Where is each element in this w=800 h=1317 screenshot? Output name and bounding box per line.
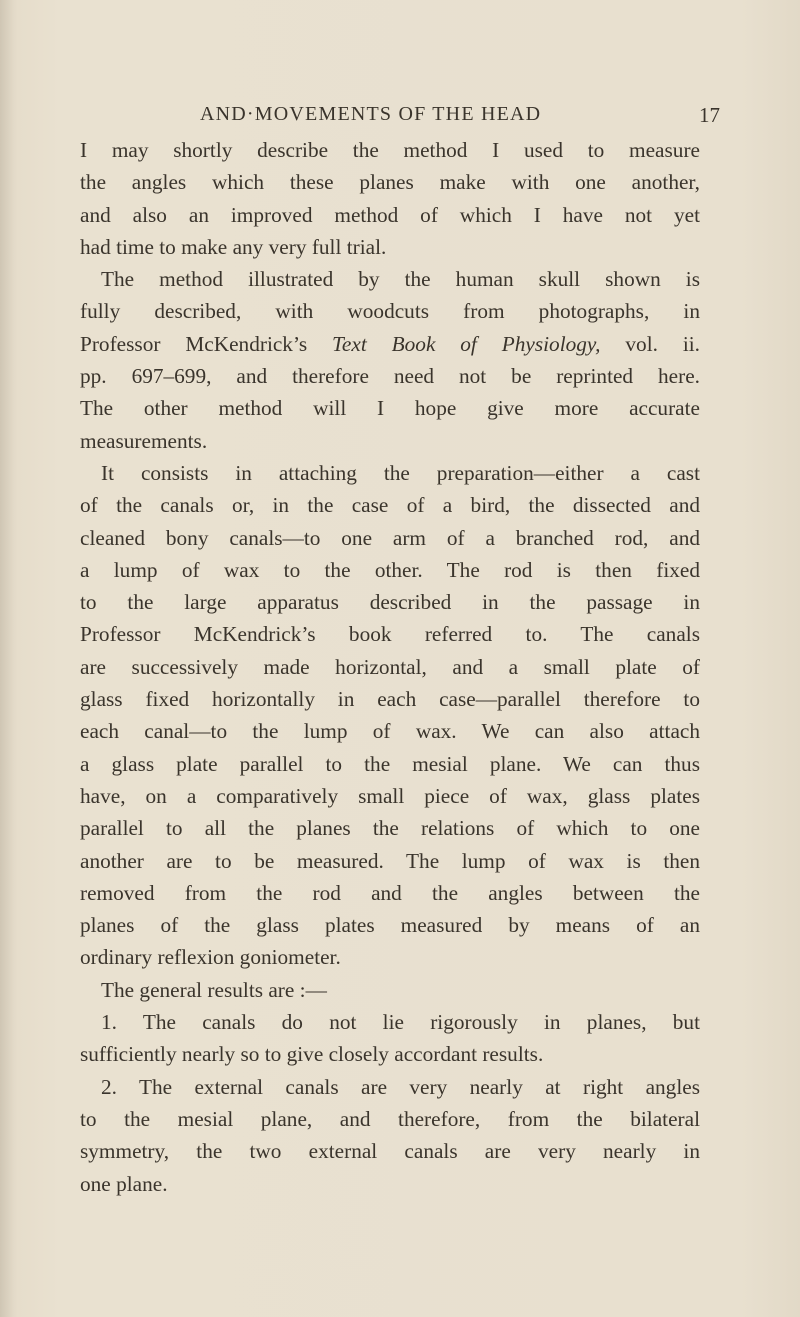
- text-line: I may shortly describe the method I used to measure: [80, 138, 700, 162]
- text-line: a lump of wax to the other. The rod is then fixed: [80, 557, 700, 582]
- text-line: to the large apparatus described in the passage in: [80, 590, 700, 615]
- list-item-2: 2. The external canals are very nearly at right angles: [101, 1074, 700, 1099]
- text-line: had time to make any very full trial.: [80, 234, 387, 259]
- text-line: The method illustrated by the human skull shown is: [101, 267, 700, 292]
- text-line: It consists in attaching the preparation—either a cast: [101, 460, 700, 485]
- text-line: the angles which these planes make with one another,: [80, 170, 700, 195]
- text-line: are successively made horizontal, and a small plate of: [80, 654, 700, 679]
- list-item-1: 1. The canals do not lie rigorously in planes, but: [101, 1010, 700, 1035]
- text-line: another are to be measured. The lump of wax is then: [80, 848, 700, 873]
- text-line: to the mesial plane, and therefore, from the bilateral: [80, 1106, 700, 1131]
- text-line: removed from the rod and the angles between the: [80, 880, 700, 905]
- text-line: one plane.: [80, 1171, 168, 1196]
- page-gutter-shadow: [0, 0, 14, 1317]
- text-line: have, on a comparatively small piece of wax, glass plates: [80, 783, 700, 808]
- text-line: pp. 697–699, and therefore need not be reprinted here.: [80, 364, 700, 389]
- body-text: [80, 134, 700, 1200]
- text-line: planes of the glass plates measured by means of an: [80, 913, 700, 938]
- text-line: symmetry, the two external canals are very nearly in: [80, 1139, 700, 1164]
- text-line: The other method will I hope give more accurate: [80, 396, 700, 421]
- text-line: each canal—to the lump of wax. We can also attach: [80, 719, 700, 744]
- text-line: The general results are :—: [101, 977, 327, 1002]
- text-line: Professor McKendrick’s book referred to. The canals: [80, 622, 700, 647]
- text-line: measurements.: [80, 428, 208, 453]
- text-line: a glass plate parallel to the mesial plane. We can thus: [80, 751, 700, 776]
- text-line: parallel to all the planes the relations of which to one: [80, 816, 700, 841]
- text-fragment: vol. ii.: [600, 331, 700, 356]
- text-line-with-title: [80, 328, 700, 360]
- text-line: of the canals or, in the case of a bird, the dissected and: [80, 493, 700, 518]
- text-line: fully described, with woodcuts from photographs, in: [80, 299, 700, 324]
- text-line: cleaned bony canals—to one arm of a branched rod, and: [80, 525, 700, 550]
- text-line: sufficiently nearly so to give closely accordant results.: [80, 1042, 544, 1067]
- book-title: Text Book of Physiology,: [332, 331, 601, 356]
- text-line: glass fixed horizontally in each case—parallel therefore to: [80, 687, 700, 712]
- page-header: [200, 103, 720, 131]
- text-line: ordinary reflexion goniometer.: [80, 945, 341, 970]
- running-head: AND·MOVEMENTS OF THE HEAD: [200, 103, 542, 125]
- page-number: 17: [699, 103, 720, 127]
- text-fragment: Professor McKendrick’s: [80, 331, 333, 356]
- text-line: and also an improved method of which I have not yet: [80, 202, 700, 227]
